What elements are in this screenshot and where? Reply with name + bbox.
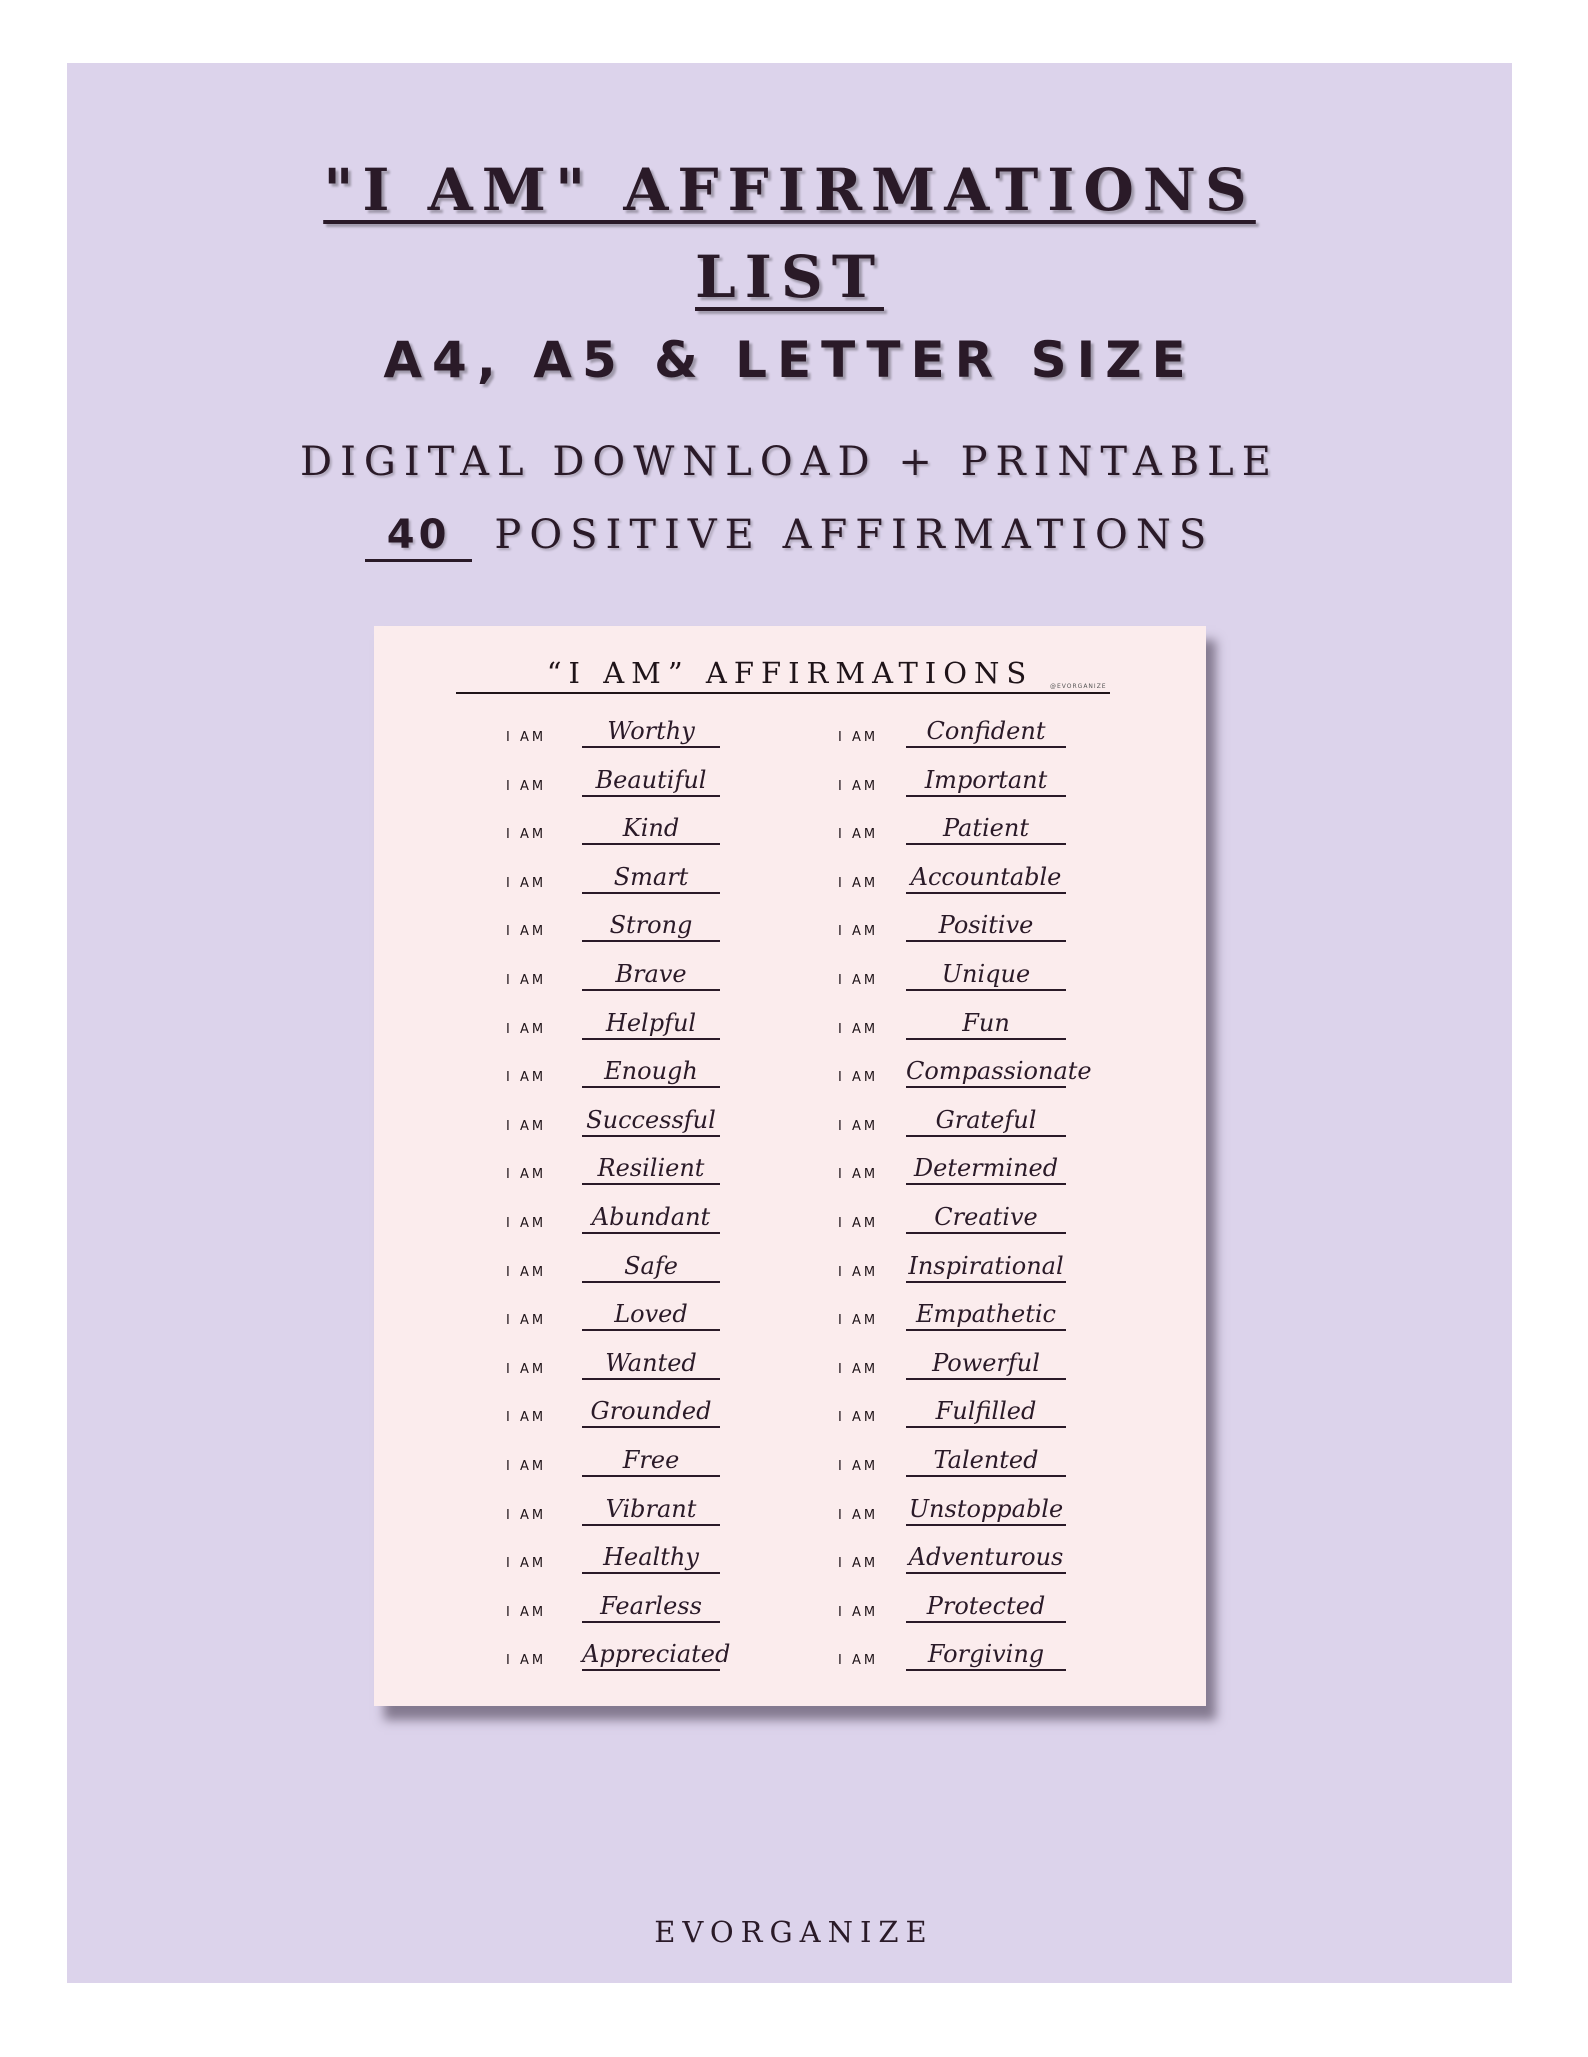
affirmation-word: Loved (582, 1299, 720, 1331)
list-item (374, 959, 1206, 999)
affirmation-word: Fearless (582, 1591, 720, 1623)
i-am-prefix: I AM (838, 1216, 879, 1231)
i-am-prefix: I AM (506, 1507, 547, 1523)
affirmation-word: Healthy (582, 1542, 720, 1574)
list-item (374, 1153, 1206, 1193)
list-item (374, 1445, 1206, 1485)
affirmation-word: Beautiful (582, 765, 720, 797)
i-am-prefix: I AM (838, 973, 879, 988)
affirmation-word: Safe (582, 1251, 720, 1283)
affirmation-word: Powerful (906, 1348, 1066, 1380)
affirmation-word: Compassionate (906, 1056, 1066, 1088)
affirmations-sheet (374, 626, 1206, 1706)
list-item (374, 1105, 1206, 1145)
affirmation-word: Fulfilled (906, 1396, 1066, 1428)
list-item (374, 910, 1206, 950)
list-item (374, 765, 1206, 805)
title-line-1: "I AM" AFFIRMATIONS (323, 156, 1256, 224)
list-item (374, 1542, 1206, 1582)
i-am-prefix: I AM (838, 827, 879, 843)
i-am-prefix: I AM (838, 1410, 879, 1426)
affirmation-word: Positive (906, 910, 1066, 942)
affirmation-word: Patient (906, 813, 1066, 845)
i-am-prefix: I AM (838, 1459, 879, 1474)
list-item (374, 1008, 1206, 1048)
i-am-prefix: I AM (838, 730, 879, 745)
affirmation-word: Protected (906, 1591, 1066, 1623)
i-am-prefix: I AM (506, 1264, 547, 1280)
i-am-prefix: I AM (506, 1118, 547, 1134)
subtitle: DIGITAL DOWNLOAD + PRINTABLE (300, 439, 1279, 485)
affirmation-word: Resilient (582, 1153, 720, 1185)
affirmation-word: Talented (906, 1445, 1066, 1477)
i-am-prefix: I AM (506, 1313, 547, 1329)
affirmation-word: Unstoppable (906, 1494, 1066, 1526)
affirmation-word: Worthy (582, 716, 720, 748)
i-am-prefix: I AM (506, 827, 547, 843)
affirmation-word: Successful (582, 1105, 720, 1137)
i-am-prefix: I AM (506, 973, 547, 988)
i-am-prefix: I AM (838, 1361, 879, 1377)
i-am-prefix: I AM (838, 778, 879, 794)
list-item (374, 1202, 1206, 1242)
affirmation-word: Forgiving (906, 1639, 1066, 1671)
list-item (374, 1494, 1206, 1534)
i-am-prefix: I AM (506, 1410, 547, 1426)
footer-brand: EVORGANIZE (654, 1915, 934, 1949)
affirmation-word: Grounded (582, 1396, 720, 1428)
sizes-line: A4, A5 & LETTER SIZE (383, 331, 1196, 389)
affirmation-word: Smart (582, 862, 720, 894)
i-am-prefix: I AM (506, 875, 547, 891)
title-rule (456, 692, 1110, 694)
affirmation-count: 40 (365, 515, 473, 562)
i-am-prefix: I AM (838, 924, 879, 940)
list-item (374, 1299, 1206, 1339)
affirmation-word: Important (906, 765, 1066, 797)
i-am-prefix: I AM (506, 1459, 547, 1474)
affirmation-word: Empathetic (906, 1299, 1066, 1331)
i-am-prefix: I AM (838, 1556, 879, 1572)
i-am-prefix: I AM (506, 1021, 547, 1037)
affirmation-word: Wanted (582, 1348, 720, 1380)
affirmation-word: Appreciated (582, 1639, 720, 1671)
i-am-prefix: I AM (506, 730, 547, 745)
list-item (374, 1591, 1206, 1631)
affirmation-count-line (67, 512, 1512, 562)
i-am-prefix: I AM (506, 1167, 547, 1183)
affirmation-word: Enough (582, 1056, 720, 1088)
affirmation-word: Creative (906, 1202, 1066, 1234)
affirmation-word: Unique (906, 959, 1066, 991)
affirmation-word: Adventurous (906, 1542, 1066, 1574)
affirmation-word: Kind (582, 813, 720, 845)
i-am-prefix: I AM (838, 875, 879, 891)
affirmation-word: Vibrant (582, 1494, 720, 1526)
list-item (374, 1348, 1206, 1388)
count-label: POSITIVE AFFIRMATIONS (494, 512, 1215, 558)
sheet-title: “I AM” AFFIRMATIONS (546, 656, 1034, 690)
list-item (374, 716, 1206, 756)
affirmation-word: Accountable (906, 862, 1066, 894)
affirmation-word: Abundant (582, 1202, 720, 1234)
i-am-prefix: I AM (838, 1167, 879, 1183)
list-item (374, 1251, 1206, 1291)
i-am-prefix: I AM (838, 1118, 879, 1134)
i-am-prefix: I AM (506, 924, 547, 940)
list-item (374, 1056, 1206, 1096)
list-item (374, 1639, 1206, 1679)
affirmation-word: Strong (582, 910, 720, 942)
affirmation-word: Free (582, 1445, 720, 1477)
affirmation-word: Grateful (906, 1105, 1066, 1137)
i-am-prefix: I AM (506, 778, 547, 794)
i-am-prefix: I AM (838, 1021, 879, 1037)
i-am-prefix: I AM (506, 1070, 547, 1086)
title-line-2: LIST (695, 243, 884, 311)
i-am-prefix: I AM (838, 1313, 879, 1329)
i-am-prefix: I AM (838, 1507, 879, 1523)
i-am-prefix: I AM (838, 1264, 879, 1280)
affirmation-word: Confident (906, 716, 1066, 748)
sheet-brand: @EVORGANIZE (1050, 683, 1107, 690)
list-item (374, 813, 1206, 853)
i-am-prefix: I AM (506, 1216, 547, 1231)
affirmation-word: Brave (582, 959, 720, 991)
list-item (374, 1396, 1206, 1436)
i-am-prefix: I AM (838, 1653, 879, 1669)
affirmation-word: Helpful (582, 1008, 720, 1040)
i-am-prefix: I AM (506, 1653, 547, 1669)
i-am-prefix: I AM (506, 1604, 547, 1620)
list-item (374, 862, 1206, 902)
affirmation-word: Inspirational (906, 1251, 1066, 1283)
i-am-prefix: I AM (506, 1361, 547, 1377)
i-am-prefix: I AM (506, 1556, 547, 1572)
i-am-prefix: I AM (838, 1070, 879, 1086)
affirmation-word: Determined (906, 1153, 1066, 1185)
affirmation-word: Fun (906, 1008, 1066, 1040)
i-am-prefix: I AM (838, 1604, 879, 1620)
